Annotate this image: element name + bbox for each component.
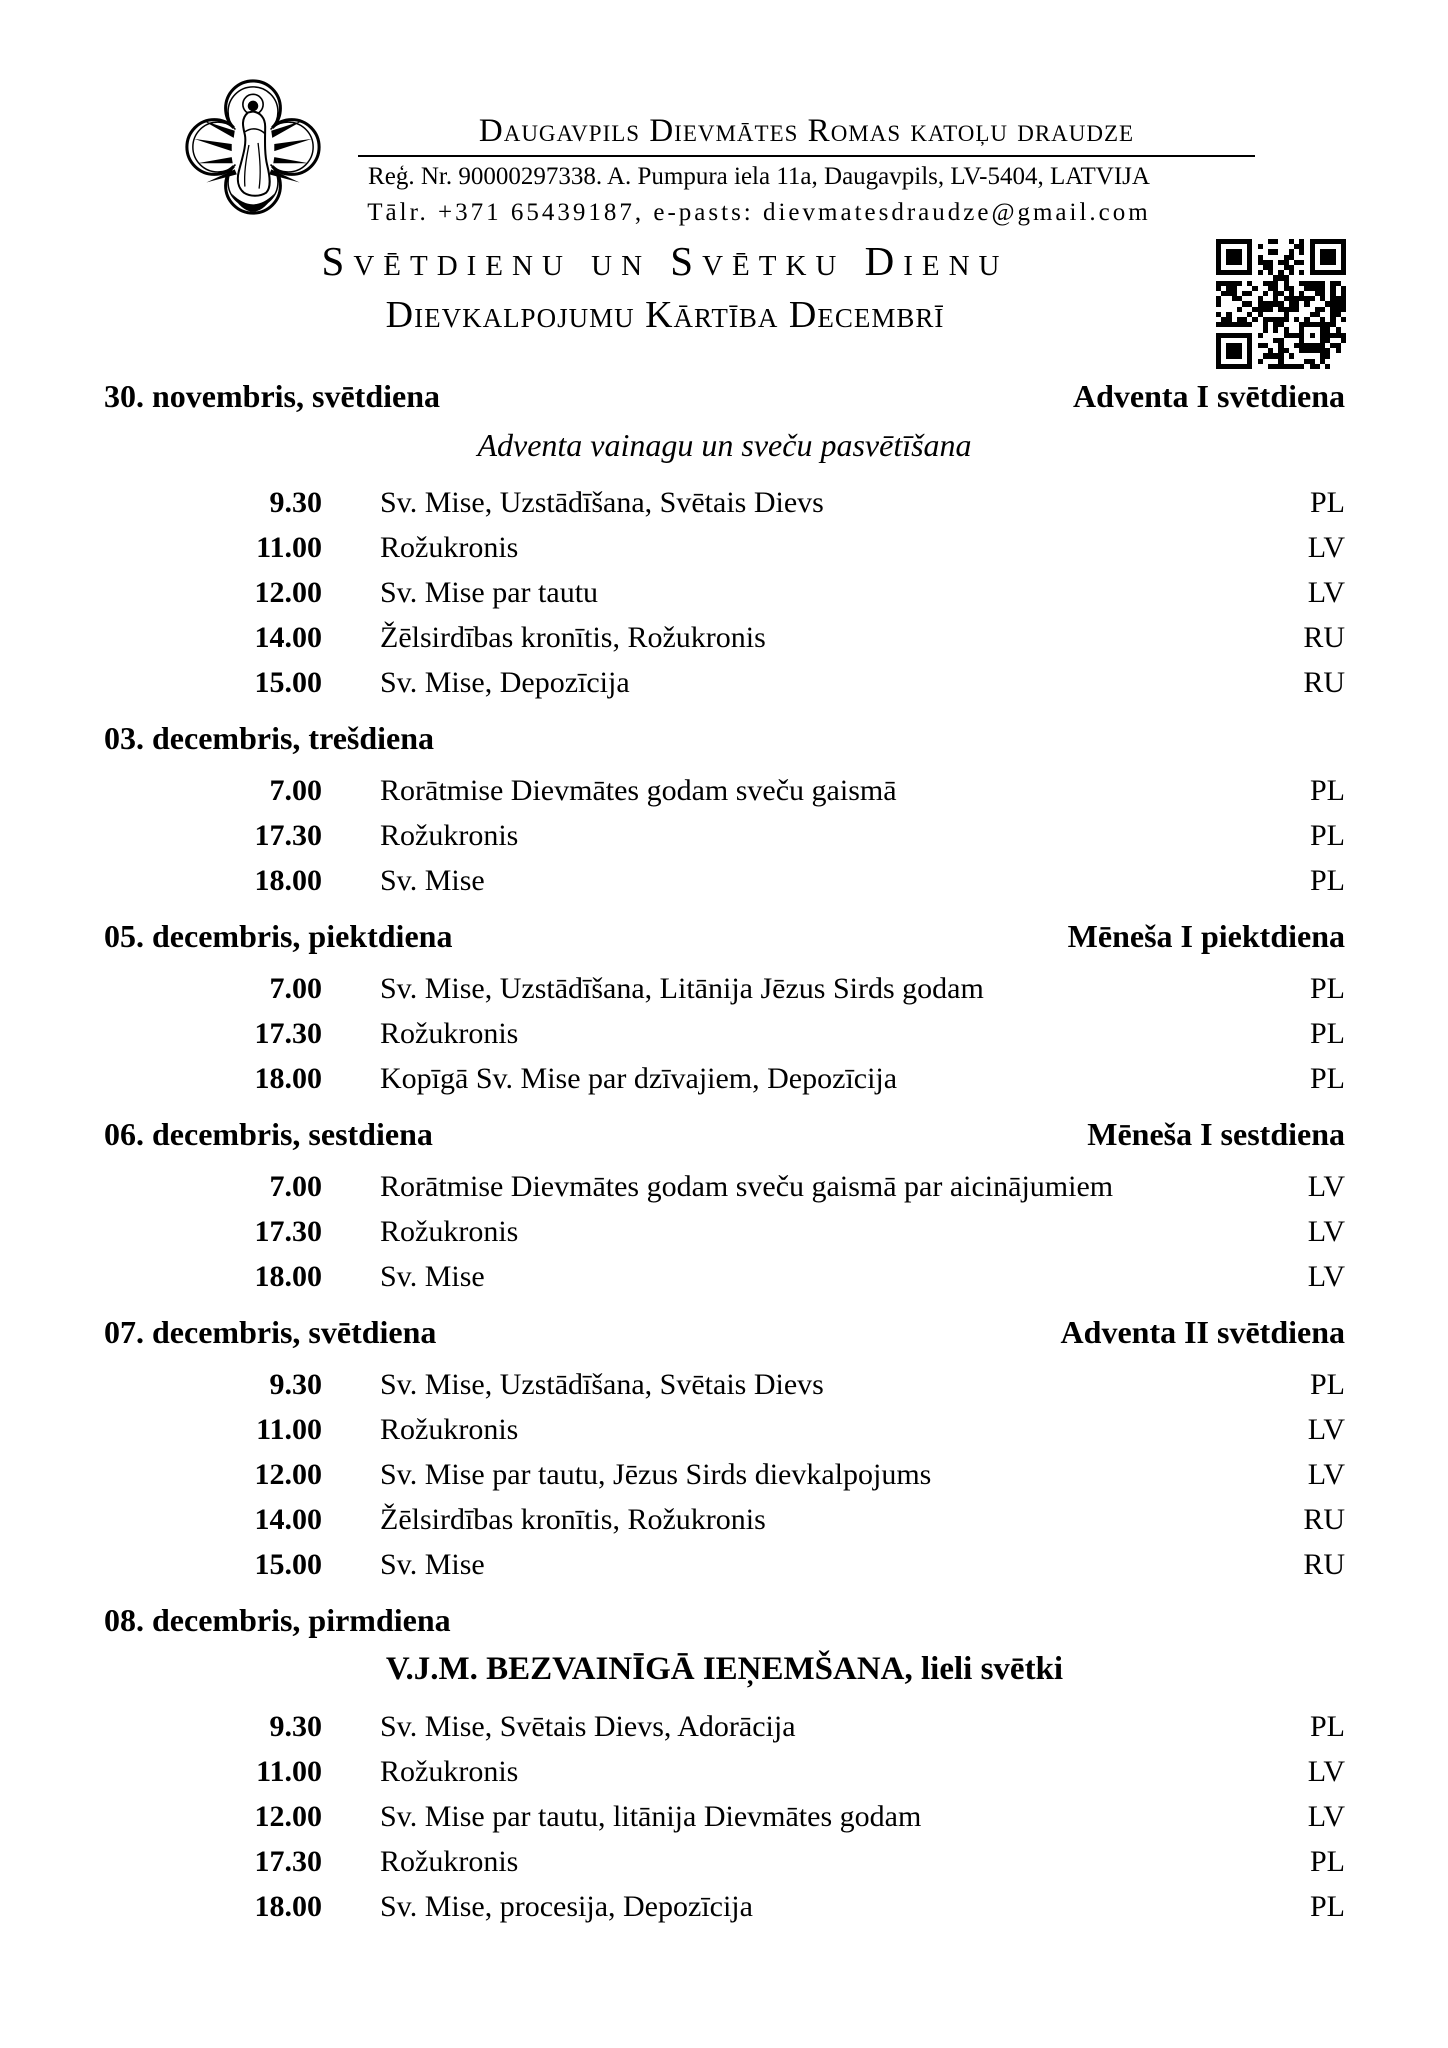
org-name: Daugavpils Dievmātes Romas katoļu draudze bbox=[358, 108, 1255, 157]
day-feast-label: Adventa II svētdiena bbox=[1060, 1314, 1345, 1350]
service-description: Rorātmise Dievmātes godam sveču gaismā bbox=[380, 774, 897, 807]
service-time: 7.00 bbox=[269, 1170, 322, 1203]
service-description: Sv. Mise bbox=[380, 1548, 485, 1581]
service-time: 15.00 bbox=[254, 666, 322, 699]
org-header bbox=[358, 108, 1255, 229]
day-date: 06. decembris, sestdiena bbox=[104, 1116, 433, 1152]
service-language-code: LV bbox=[1307, 576, 1345, 609]
org-registration-line: Reģ. Nr. 90000297338. A. Pumpura iela 11a, Daugavpils, LV-5404, LATVIJA bbox=[368, 163, 1150, 190]
day-header bbox=[104, 376, 1345, 416]
day-date: 03. decembris, trešdiena bbox=[104, 720, 435, 756]
service-description: Sv. Mise bbox=[380, 864, 485, 897]
service-language-code: LV bbox=[1307, 531, 1345, 564]
title-line-2: Dievkalpojumu Kārtība Decembrī bbox=[385, 294, 945, 336]
service-description: Rožukronis bbox=[380, 1017, 519, 1050]
service-time: 14.00 bbox=[254, 621, 322, 654]
service-time: 17.30 bbox=[254, 1215, 322, 1248]
day-header bbox=[104, 1600, 1345, 1640]
service-description: Sv. Mise, Svētais Dievs, Adorācija bbox=[380, 1710, 796, 1743]
schedule-section bbox=[104, 1312, 1345, 1587]
service-language-code: LV bbox=[1307, 1215, 1345, 1248]
service-row bbox=[104, 1497, 1345, 1542]
service-description: Rožukronis bbox=[380, 1755, 519, 1788]
service-language-code: PL bbox=[1309, 972, 1345, 1005]
service-row bbox=[104, 1452, 1345, 1497]
service-language-code: PL bbox=[1309, 864, 1345, 897]
service-time: 9.30 bbox=[269, 1710, 322, 1743]
service-language-code: PL bbox=[1309, 1845, 1345, 1878]
service-language-code: PL bbox=[1309, 774, 1345, 807]
service-row bbox=[104, 1056, 1345, 1101]
service-row bbox=[104, 525, 1345, 570]
service-row bbox=[104, 1011, 1345, 1056]
madonna-figure bbox=[232, 94, 275, 212]
schedule-section bbox=[104, 1114, 1345, 1299]
service-description: Rorātmise Dievmātes godam sveču gaismā par aicinājumiem bbox=[380, 1170, 1114, 1203]
service-time: 15.00 bbox=[254, 1548, 322, 1581]
service-row bbox=[104, 615, 1345, 660]
service-time: 12.00 bbox=[254, 576, 322, 609]
day-header bbox=[104, 916, 1345, 956]
org-contact-line: Tālr. +371 65439187, e-pasts: dievmatesdraudze@gmail.com bbox=[367, 199, 1151, 226]
service-row bbox=[104, 1254, 1345, 1299]
service-description: Žēlsirdības kronītis, Rožukronis bbox=[380, 621, 766, 654]
service-time: 11.00 bbox=[256, 1755, 322, 1788]
service-language-code: RU bbox=[1303, 666, 1345, 699]
service-language-code: PL bbox=[1309, 1368, 1345, 1401]
service-language-code: PL bbox=[1309, 1890, 1345, 1923]
service-time: 12.00 bbox=[254, 1458, 322, 1491]
service-language-code: RU bbox=[1303, 621, 1345, 654]
day-header bbox=[104, 1114, 1345, 1154]
service-time: 12.00 bbox=[254, 1800, 322, 1833]
service-language-code: PL bbox=[1309, 486, 1345, 519]
service-time: 11.00 bbox=[256, 531, 322, 564]
service-description: Žēlsirdības kronītis, Rožukronis bbox=[380, 1503, 766, 1536]
service-row bbox=[104, 768, 1345, 813]
service-language-code: LV bbox=[1307, 1800, 1345, 1833]
service-description: Sv. Mise, Depozīcija bbox=[380, 666, 630, 699]
service-description: Kopīgā Sv. Mise par dzīvajiem, Depozīcija bbox=[380, 1062, 898, 1095]
service-language-code: RU bbox=[1303, 1548, 1345, 1581]
service-time: 18.00 bbox=[254, 1890, 322, 1923]
service-time: 18.00 bbox=[254, 1062, 322, 1095]
service-row bbox=[104, 1794, 1345, 1839]
service-time: 18.00 bbox=[254, 864, 322, 897]
day-header bbox=[104, 718, 1345, 758]
service-language-code: LV bbox=[1307, 1413, 1345, 1446]
schedule-section bbox=[104, 916, 1345, 1101]
service-description: Sv. Mise, Uzstādīšana, Litānija Jēzus Sirds godam bbox=[380, 972, 984, 1005]
section-subtitle: V.J.M. BEZVAINĪGĀ IEŅEMŠANA, lieli svētki bbox=[385, 1651, 1064, 1687]
service-time: 17.30 bbox=[254, 1017, 322, 1050]
service-description: Sv. Mise, Uzstādīšana, Svētais Dievs bbox=[380, 1368, 824, 1401]
service-row bbox=[104, 1209, 1345, 1254]
service-schedule bbox=[104, 376, 1345, 1929]
service-description: Rožukronis bbox=[380, 1413, 519, 1446]
service-language-code: LV bbox=[1307, 1755, 1345, 1788]
service-time: 14.00 bbox=[254, 1503, 322, 1536]
title-line-1: Svētdienu un Svētku Dienu bbox=[321, 238, 1009, 284]
service-description: Rožukronis bbox=[380, 1845, 519, 1878]
service-description: Sv. Mise par tautu bbox=[380, 576, 599, 609]
service-row bbox=[104, 813, 1345, 858]
day-header bbox=[104, 1312, 1345, 1352]
service-description: Rožukronis bbox=[380, 819, 519, 852]
service-description: Sv. Mise, procesija, Depozīcija bbox=[380, 1890, 753, 1923]
schedule-section bbox=[104, 718, 1345, 903]
service-row bbox=[104, 966, 1345, 1011]
service-time: 18.00 bbox=[254, 1260, 322, 1293]
day-feast-label: Mēneša I piektdiena bbox=[1067, 918, 1345, 954]
service-description: Sv. Mise bbox=[380, 1260, 485, 1293]
service-time: 7.00 bbox=[269, 774, 322, 807]
qr-code-icon bbox=[1216, 239, 1346, 369]
day-date: 08. decembris, pirmdiena bbox=[104, 1602, 451, 1638]
service-row bbox=[104, 858, 1345, 903]
service-description: Sv. Mise par tautu, litānija Dievmātes godam bbox=[380, 1800, 922, 1833]
service-language-code: LV bbox=[1307, 1458, 1345, 1491]
service-language-code: PL bbox=[1309, 1062, 1345, 1095]
service-description: Sv. Mise par tautu, Jēzus Sirds dievkalpojums bbox=[380, 1458, 932, 1491]
service-language-code: LV bbox=[1307, 1170, 1345, 1203]
service-language-code: PL bbox=[1309, 1710, 1345, 1743]
service-language-code: PL bbox=[1309, 819, 1345, 852]
service-time: 9.30 bbox=[269, 1368, 322, 1401]
service-time: 17.30 bbox=[254, 819, 322, 852]
section-subtitle: Adventa vainagu un sveču pasvētīšana bbox=[477, 427, 972, 463]
service-description: Sv. Mise, Uzstādīšana, Svētais Dievs bbox=[380, 486, 824, 519]
service-time: 7.00 bbox=[269, 972, 322, 1005]
service-row bbox=[104, 1542, 1345, 1587]
service-row bbox=[104, 1839, 1345, 1884]
document-title bbox=[0, 234, 1330, 341]
service-row bbox=[104, 1362, 1345, 1407]
virgin-mary-emblem-icon bbox=[181, 62, 325, 228]
schedule-section bbox=[104, 1600, 1345, 1929]
service-language-code: RU bbox=[1303, 1503, 1345, 1536]
service-row bbox=[104, 480, 1345, 525]
service-language-code: PL bbox=[1309, 1017, 1345, 1050]
day-feast-label: Adventa I svētdiena bbox=[1072, 378, 1345, 414]
service-row bbox=[104, 1407, 1345, 1452]
service-time: 11.00 bbox=[256, 1413, 322, 1446]
service-language-code: LV bbox=[1307, 1260, 1345, 1293]
service-time: 17.30 bbox=[254, 1845, 322, 1878]
day-date: 07. decembris, svētdiena bbox=[104, 1314, 437, 1350]
service-row bbox=[104, 1749, 1345, 1794]
service-row bbox=[104, 1164, 1345, 1209]
day-date: 30. novembris, svētdiena bbox=[104, 378, 440, 414]
service-description: Rožukronis bbox=[380, 1215, 519, 1248]
day-date: 05. decembris, piektdiena bbox=[104, 918, 453, 954]
schedule-section bbox=[104, 376, 1345, 705]
service-row bbox=[104, 1704, 1345, 1749]
service-row bbox=[104, 660, 1345, 705]
day-feast-label: Mēneša I sestdiena bbox=[1087, 1116, 1345, 1152]
service-row bbox=[104, 1884, 1345, 1929]
service-row bbox=[104, 570, 1345, 615]
service-time: 9.30 bbox=[269, 486, 322, 519]
service-description: Rožukronis bbox=[380, 531, 519, 564]
